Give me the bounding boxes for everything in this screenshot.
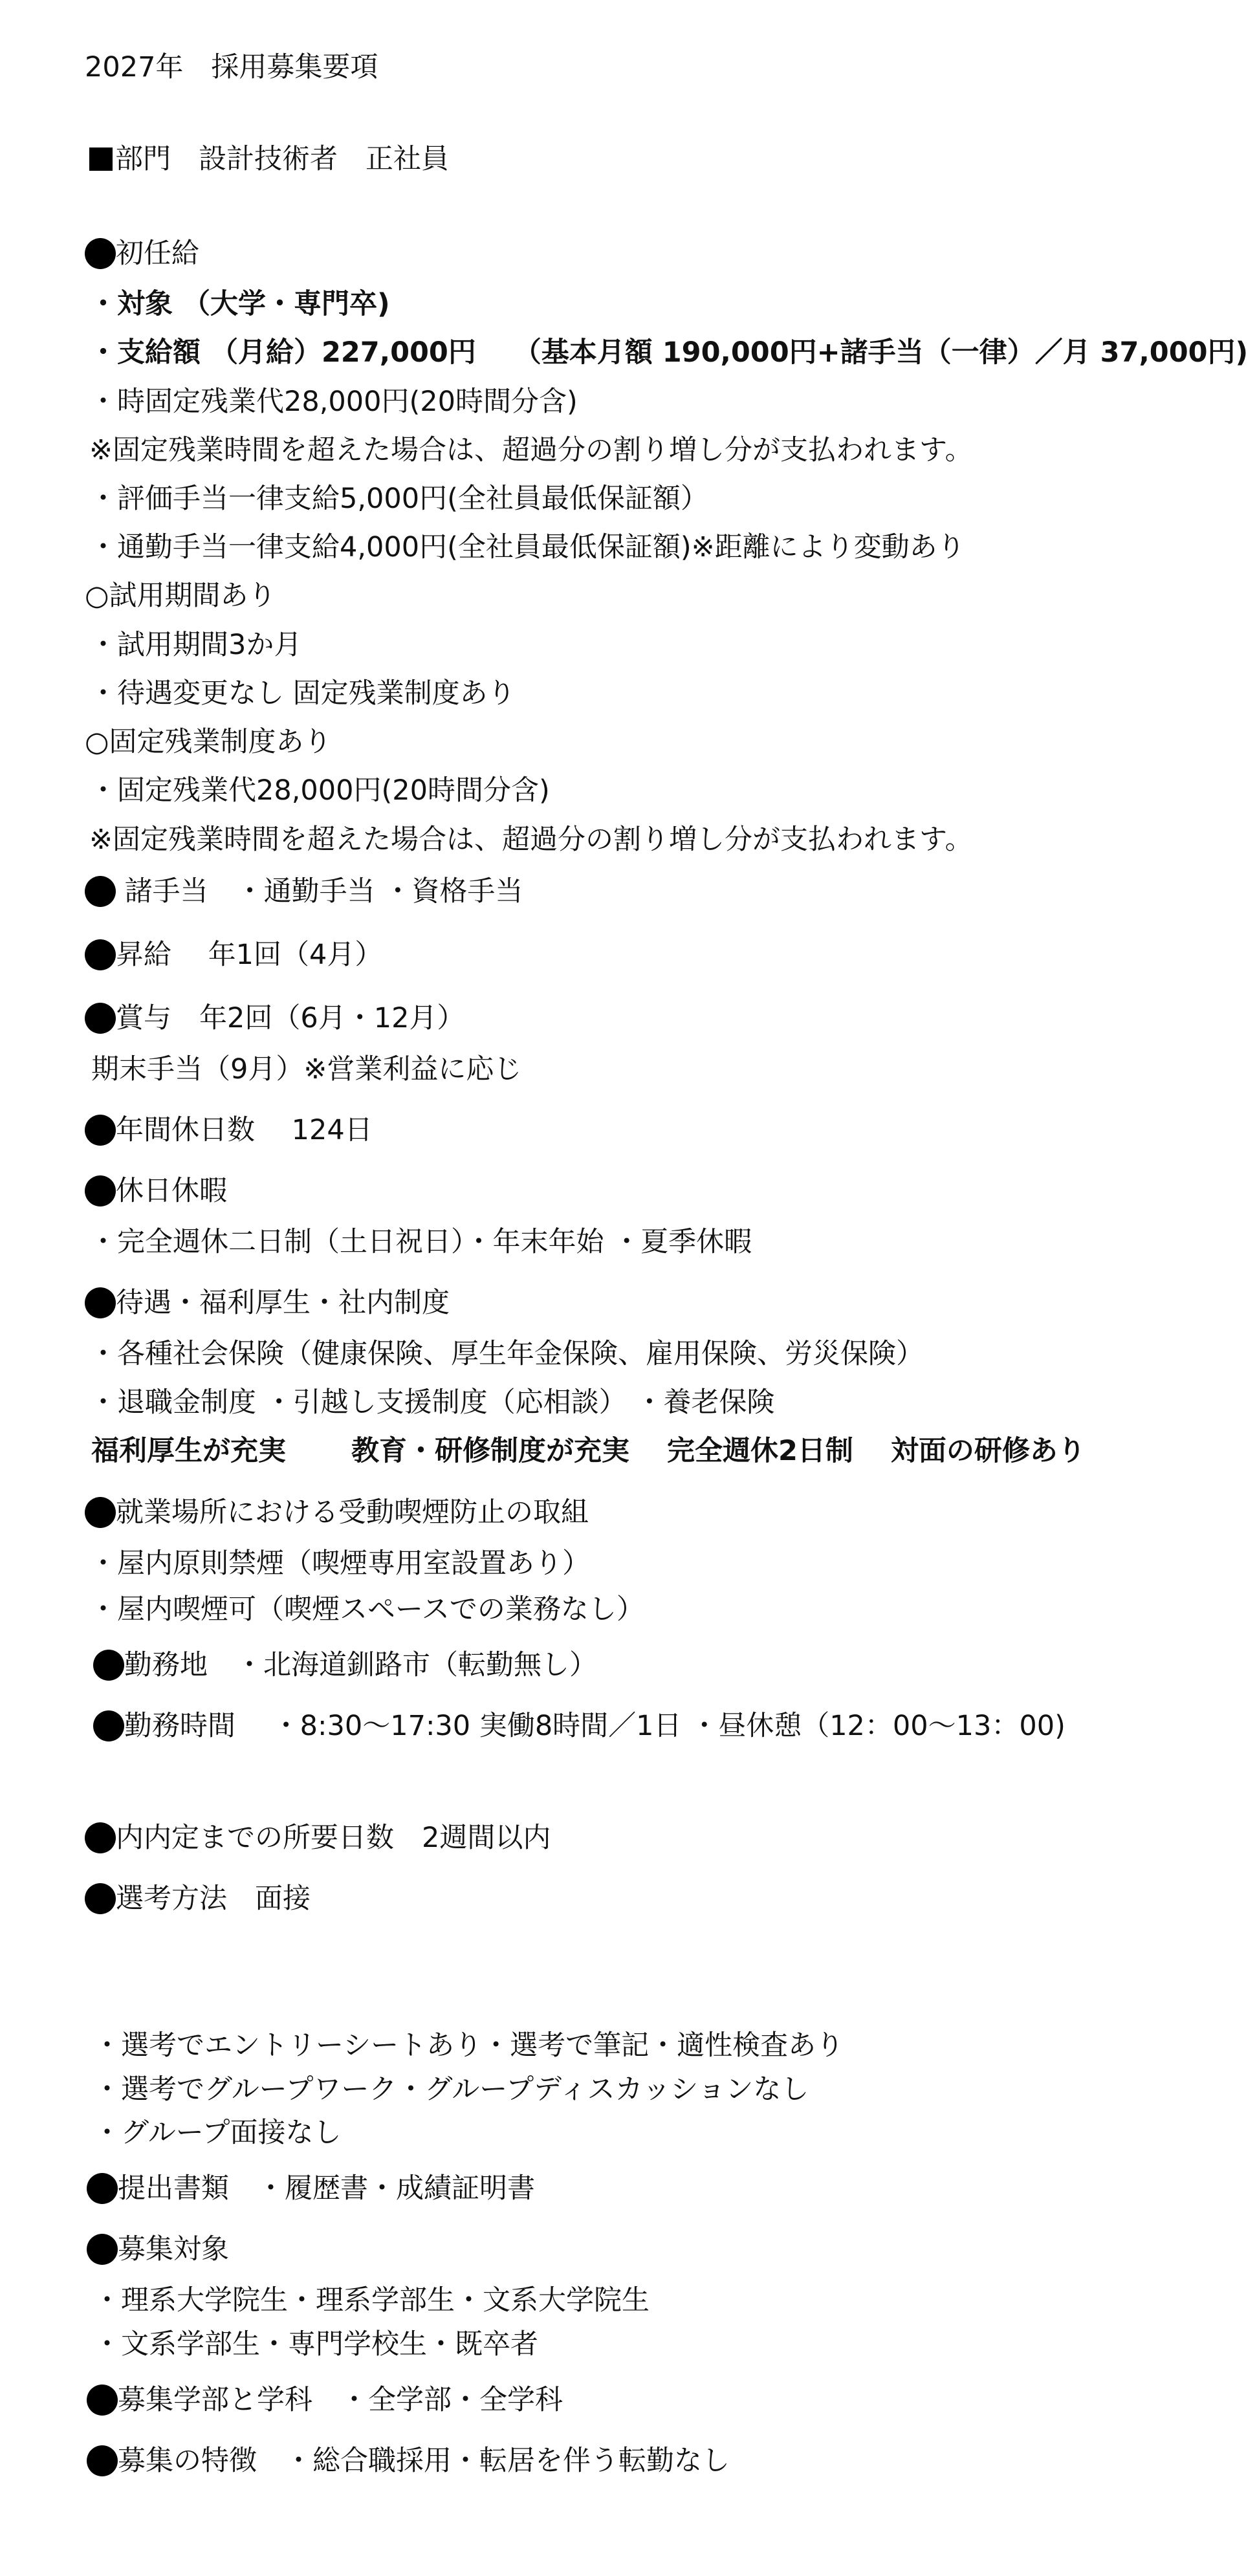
features-line (87, 2443, 730, 2479)
bullet-icon (85, 1497, 116, 1528)
department-text: 部門 設計技術者 正社員 (115, 143, 449, 175)
holidays-heading (85, 1173, 227, 1209)
overtime-note: ※固定残業時間を超えた場合は、超過分の割り増し分が支払われます。 (89, 434, 973, 466)
documents-text: 提出書類 ・履歴書・成績証明書 (118, 2172, 535, 2205)
probation-period-line: ・試用期間3か月 (89, 629, 302, 661)
bullet-icon (85, 1115, 116, 1146)
benefits-heading-text: 待遇・福利厚生・社内制度 (116, 1287, 450, 1319)
selection-line-3: ・グループ面接なし (93, 2117, 342, 2149)
annual-holidays-line (85, 1112, 373, 1148)
bullet-icon (87, 2385, 118, 2416)
work-hours-line (93, 1708, 1066, 1744)
selection-heading-text: 選考方法 面接 (116, 1883, 311, 1915)
work-hours-text: 勤務時間 ・8:30〜17:30 実働8時間／1日 ・昼休憩（12：00〜13：00) (124, 1710, 1066, 1742)
probation-terms-line: ・待遇変更なし 固定残業制度あり (89, 677, 516, 710)
smoking-heading-text: 就業場所における受動喫煙防止の取組 (116, 1496, 589, 1529)
page-title: 2027年 採用募集要項 (85, 51, 378, 83)
bullet-icon (85, 1883, 116, 1914)
allowances-line (85, 873, 523, 910)
bullet-icon (87, 2234, 118, 2265)
target-heading (87, 2231, 229, 2267)
starting-salary-heading-text: 初任給 (116, 237, 199, 270)
bullet-icon (85, 876, 116, 907)
features-text: 募集の特徴 ・総合職採用・転居を伴う転勤なし (118, 2445, 730, 2477)
bonus-heading (85, 1000, 465, 1036)
raise-line (85, 937, 382, 973)
bullet-icon (93, 1650, 124, 1681)
square-bullet-icon (89, 147, 113, 171)
bonus-note: 期末手当（9月）※営業利益に応じ (91, 1053, 522, 1086)
salary-target-line: ・対象 （大学・専門卒) (89, 288, 390, 320)
selection-line-2: ・選考でグループワーク・グループディスカッションなし (93, 2073, 809, 2106)
raise-text: 昇給 年1回（4月） (116, 939, 383, 971)
bullet-icon (85, 1175, 116, 1206)
fixed-overtime-pay-line: ・固定残業代28,000円(20時間分含) (89, 774, 550, 807)
work-location-text: 勤務地 ・北海道釧路市（転勤無し） (124, 1649, 597, 1681)
smoking-line-1: ・屋内原則禁煙（喫煙専用室設置あり） (89, 1547, 590, 1580)
bullet-icon (85, 1003, 116, 1034)
allowances-text: 諸手当 ・通勤手当 ・資格手当 (116, 875, 523, 908)
holidays-heading-text: 休日休暇 (116, 1175, 227, 1207)
documents-line (87, 2170, 535, 2207)
bullet-icon (85, 1822, 116, 1853)
commute-allowance-line: ・通勤手当一律支給4,000円(全社員最低保証額)※距離により変動あり (89, 531, 965, 563)
benefits-heading (85, 1285, 450, 1321)
bullet-icon (87, 2445, 118, 2476)
days-to-offer-line (85, 1820, 551, 1856)
target-line-2: ・文系学部生・専門学校生・既卒者 (93, 2328, 538, 2361)
days-to-offer-text: 内内定までの所要日数 2週間以内 (116, 1822, 551, 1854)
social-insurance-line: ・各種社会保険（健康保険、厚生年金保険、雇用保険、労災保険） (89, 1338, 924, 1370)
benefits-highlight: 福利厚生が充実 教育・研修制度が充実 完全週休2日制 対面の研修あり (91, 1435, 1086, 1467)
holidays-line: ・完全週休二日制（土日祝日）・年末年始 ・夏季休暇 (89, 1226, 752, 1258)
retirement-line: ・退職金制度 ・引越し支援制度（応相談） ・養老保険 (89, 1386, 775, 1419)
probation-heading: ○試用期間あり (85, 580, 276, 612)
starting-salary-heading (85, 235, 199, 272)
smoking-line-2: ・屋内喫煙可（喫煙スペースでの業務なし） (89, 1593, 644, 1626)
bullet-icon (85, 238, 116, 269)
fixed-overtime-line: ・時固定残業代28,000円(20時間分含) (89, 386, 578, 418)
faculties-line (87, 2382, 563, 2418)
target-heading-text: 募集対象 (118, 2233, 229, 2265)
selection-line-1: ・選考でエントリーシートあり・選考で筆記・適性検査あり (93, 2029, 844, 2062)
annual-holidays-text: 年間休日数 124日 (116, 1114, 373, 1146)
evaluation-allowance-line: ・評価手当一律支給5,000円(全社員最低保証額） (89, 483, 708, 515)
salary-amount-line: ・支給額 （月給）227,000円 （基本月額 190,000円+諸手当（一律）／月 37,000円) (89, 336, 1249, 369)
smoking-heading (85, 1494, 589, 1531)
bullet-icon (87, 2173, 118, 2204)
bullet-icon (85, 939, 116, 970)
bullet-icon (85, 1287, 116, 1318)
bonus-heading-text: 賞与 年2回（6月・12月） (116, 1002, 465, 1034)
fixed-overtime-note: ※固定残業時間を超えた場合は、超過分の割り増し分が支払われます。 (89, 824, 973, 856)
bullet-icon (93, 1710, 124, 1741)
target-line-1: ・理系大学院生・理系学部生・文系大学院生 (93, 2284, 650, 2317)
work-location-line (93, 1647, 597, 1683)
selection-heading (85, 1881, 311, 1917)
faculties-text: 募集学部と学科 ・全学部・全学科 (118, 2384, 563, 2416)
department-line (89, 141, 449, 177)
fixed-overtime-heading: ○固定残業制度あり (85, 726, 332, 758)
